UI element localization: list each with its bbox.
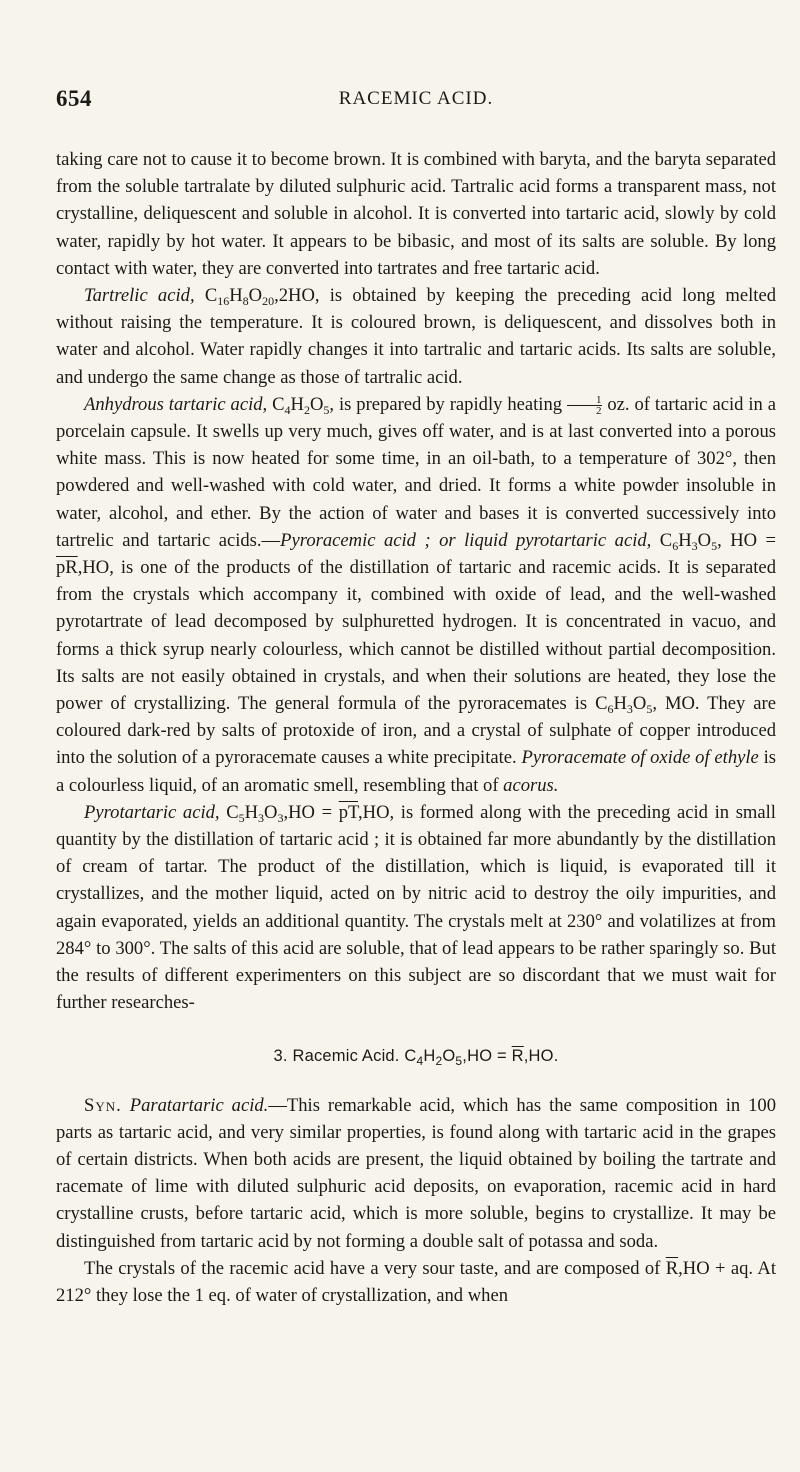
- paragraph-text: ,HO, is formed along with the preceding acid in small quantity by the distillation of tartaric acid ; it is obtained far more abundantly by the distillation of cream of tartar. The product of the distillation, which is liquid, is evaporated till it crystallizes, and the mother liquid, acted on by nitric acid to destroy the oily impurities, and again evaporated, yields an additional quantity. The crystals melt at 230° and volatilizes at from 284° to 300°. The salts of this acid are soluble, that of lead appears to be rather sparingly so. But the results of different experimenters on this subject are so discordant that we must wait for further researches-: [56, 801, 776, 1014]
- paragraph-crystals: [56, 1255, 776, 1309]
- paragraph-text: is a colourless liquid, of an aromatic smell, resembling that of: [56, 747, 776, 796]
- paragraph-synonym: [56, 1092, 776, 1255]
- formula-pyroracemic: $C_6H_3O_5$,: [651, 529, 722, 553]
- term-acorus: acorus.: [503, 774, 559, 796]
- paragraph-tartrelic: [56, 282, 776, 391]
- paragraph-pyrotartaric: [56, 799, 776, 1017]
- formula-pyrotartaric: $C_5H_3O_3,HO$ =: [219, 801, 339, 825]
- paragraph-text: ,HO, is one of the products of the distillation of tartaric and racemic acids. It is separated from the crystals which accompany it, combined with oxide of lead, and the well-washed pyrotartrate of lead decomposed by sulphuretted hydrogen. It is concentrated in vacuo, and forms a thick syrup nearly colourless, which cannot be distilled without partial decomposition. Its salts are not easily obtained in crystals, and when their solutions are heated, they lose the power of crystallizing. The general formula of the pyroracemates is: [56, 557, 776, 715]
- symbol-r: $\overline{R}$: [511, 1046, 524, 1065]
- paragraph-text: taking care not to cause it to become brown. It is combined with baryta, and the baryta separated from the soluble tartralate by diluted sulphuric acid. Tartralic acid forms a transparent mass, not crystalline, deliquescent and soluble in alcohol. It is converted into tartaric acid, slowly by cold water, rapidly by hot water. It appears to be bibasic, and most of its salts are soluble. By long contact with water, they are converted into tartrates and free tartaric acid.: [56, 149, 776, 279]
- term-pyrotartaric-acid: Pyrotartaric acid,: [84, 801, 220, 823]
- symbol-pt: $\overline{pT}$: [338, 801, 358, 823]
- fraction-half: $\frac{1}{2}$: [567, 395, 603, 416]
- paragraph-anhydrous: Anhydrous tartaric acid, $C_4H_2O_5$, is prepared by rapidly heating $\frac{1}{2}$ oz. of tartaric acid in a porcelain capsule. It swells up very much, gives off water, and is at last converted into a porous white mass. This is now heated for some time, in an oil-bath, to a temperature of 302°, then powdered and well-washed with cold water, and dried. It forms a white powder insoluble in water, alcohol, and ether. By the action of water and bases it is converted successively into tartrelic and tartaric acids.—Pyroracemic acid ; or liquid pyrotartaric acid, $C_6H_3O_5$, HO = $\overline{pR},HO$, is one of the products of the distillation of tartaric and racemic acids. It is separated from the crystals which accompany it, combined with oxide of lead, and the well-washed pyrotartrate of lead decomposed by sulphuretted hydrogen. It is concentrated in vacuo, and forms a thick syrup nearly colourless, which cannot be distilled without partial decomposition. Its salts are not easily obtained in crystals, and when their solutions are heated, they lose the power of crystallizing. The general formula of the pyroracemates is $C_6H_3O_5$, MO. They are coloured dark-red by salts of protoxide of iron, and a crystal of sulphate of copper introduced into the solution of a pyroracemate causes a white precipitate. Pyroracemate of oxide of ethyle is a colourless liquid, of an aromatic smell, resembling that of acorus.: [56, 393, 776, 796]
- symbol-r: $\overline{R}$: [665, 1257, 679, 1279]
- body-text: [56, 146, 776, 1309]
- term-tartrelic-acid: Tartrelic acid,: [84, 285, 195, 307]
- paragraph-tartralic: [56, 146, 776, 282]
- paragraph-text: MO. They are coloured dark-red by salts of protoxide of iron, and a crystal of sulphate of copper introduced into the solution of a pyroracemate causes a white precipitate.: [56, 693, 776, 769]
- formula-anhydrous: $C_4H_2O_5$,: [272, 393, 335, 417]
- paragraph-text: oz. of tartaric acid in a porcelain capsule. It swells up very much, gives off water, and is at last converted into a porous white mass. This is now heated for some time, in an oil-bath, to a temperature of 302°, then powdered and well-washed with cold water, and dried. It forms a white powder insoluble in water, alcohol, and ether. By the action of water and bases it is converted successively into tartrelic and tartaric acids.—: [56, 393, 776, 551]
- paragraph-text: is obtained by keeping the preceding acid long melted without raising the temperature. It is coloured brown, is deliquescent, and dissolves both in water and alcohol. Water rapidly changes it into tartralic and tartaric acids. Its salts are soluble, and undergo the same change as those of tartralic acid.: [56, 285, 776, 388]
- term-pyroracemate-ethyle: Pyroracemate of oxide of ethyle: [521, 747, 759, 769]
- formula-pyroracemates: $C_6H_3O_5$,: [595, 693, 657, 717]
- formula-tartrelic: $C_{16}H_8O_{20},2HO$,: [204, 285, 320, 309]
- running-title: RACEMIC ACID.: [338, 88, 494, 109]
- term-anhydrous-tartaric-acid: Anhydrous tartaric acid,: [84, 393, 268, 415]
- page-number: 654: [56, 86, 92, 111]
- term-pyroracemic-acid: Pyroracemic acid ; or liquid pyrotartaric acid,: [280, 529, 652, 551]
- paragraph-text: ,HO + aq. At 212° they lose the 1 eq. of water of crystallization, and when: [56, 1257, 777, 1306]
- running-head: [56, 86, 776, 116]
- term-paratartaric-acid: Paratartaric acid.: [129, 1094, 269, 1116]
- section-heading-racemic-acid: 3. Racemic Acid. $C_4H_2O_5,HO = \overline{R},HO$.: [273, 1046, 559, 1068]
- label-syn: Syn.: [84, 1094, 122, 1116]
- symbol-pr: $\overline{pR}$: [56, 557, 78, 579]
- paragraph-text: The crystals of the racemic acid have a very sour taste, and are composed of: [84, 1257, 666, 1279]
- paragraph-text: is prepared by rapidly heating: [334, 393, 567, 415]
- paragraph-text: —This remarkable acid, which has the same composition in 100 parts as tartaric acid, and very similar properties, is found along with tartaric acid in the grapes of certain districts. When both acids are present, the liquid obtained by boiling the tartrate and racemate of lime with diluted sulphuric acid deposits, on evaporation, racemic acid in hard crystalline crusts, before tartaric acid, which is more soluble, begins to crystallize. It may be distinguished from tartaric acid by not forming a double salt of potassa and soda.: [56, 1094, 776, 1252]
